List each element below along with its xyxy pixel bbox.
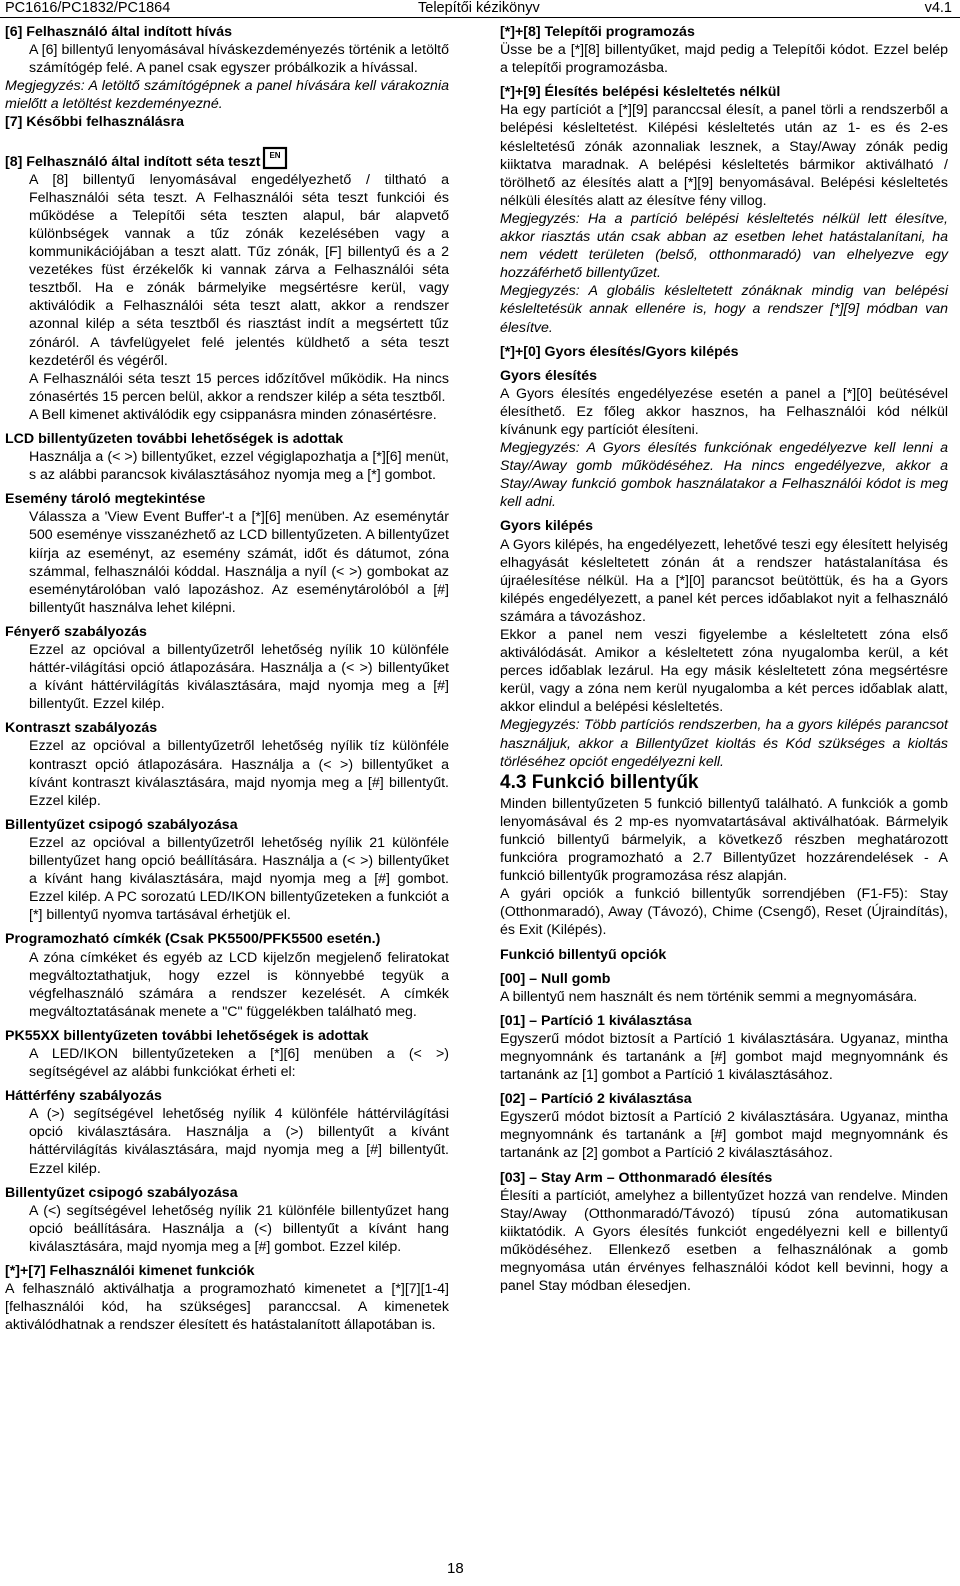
paragraph: Minden billentyűzeten 5 funkció billentyű található. A funkciók a gomb lenyomásával és 2 mp-es nyomvatartásával aktiválhatóak. Bármelyik funkció billentyű bármelyik, a következő részben meghatározott funkcióra programozható a 2.7 Billentyűzet hozzárendelések - A funkció billentyűk programozása rész alapján. xyxy=(500,795,948,885)
note: Megjegyzés: Több partíciós rendszerben, ha a gyors kilépés parancsot használjuk, akkor a Billentyűzet kioltás és Kód szükséges a kioltás törléséhez opciót engedélyezni kell. xyxy=(500,717,948,770)
heading-quick-arm-exit: [*]+[0] Gyors élesítés/Gyors kilépés xyxy=(500,343,739,360)
left-column xyxy=(5,23,449,1334)
heading-option-00: [00] – Null gomb xyxy=(500,970,611,987)
heading-option-01: [01] – Partíció 1 kiválasztása xyxy=(500,1012,692,1029)
heading-s7: [7] Későbbi felhasználásra xyxy=(5,114,184,131)
paragraph: A felhasználó aktiválhatja a programozható kimenetet a [*][7][1-4][felhasználói kód, ha szükséges] paranccsal. A kimenetek aktiválódhatnak a rendszer élesített és hatástalanított állapotában is. xyxy=(5,1281,449,1334)
heading-option-03: [03] – Stay Arm – Otthonmaradó élesítés xyxy=(500,1169,773,1186)
heading-event: Esemény tároló megtekintése xyxy=(5,491,206,508)
heading-output: [*]+[7] Felhasználói kimenet funkciók xyxy=(5,1263,255,1279)
page-number: 18 xyxy=(447,1560,464,1577)
note: Megjegyzés: A Gyors élesítés funkciónak engedélyezve kell lenni a Stay/Away gomb működéséhez. Ha nincs engedélyezve, akkor a Stay/Away funkció gombok használatakor a Felhasználói kódot is meg kell adni. xyxy=(500,440,948,511)
paragraph: Egyszerű módot biztosít a Partíció 2 kiválasztására. Ugyanaz, mintha megnyomnánk és tartanánk a [#] gombot majd megnyomnánk és tartanánk az [2] gombot a Partíció 2 kiválasztásához. xyxy=(500,1109,948,1162)
right-column xyxy=(500,23,948,1295)
paragraph: A [6] billentyű lenyomásával híváskezdeményezés történik a letöltő számítógép felé. A panel csak egyszer próbálkozik a hívással. xyxy=(29,42,449,77)
heading-labels: Programozható címkék (Csak PK5500/PFK5500 esetén.) xyxy=(5,931,381,948)
spacer xyxy=(5,132,449,146)
paragraph: Üsse be a [*][8] billentyűket, majd pedig a Telepítői kódot. Ezzel belép a telepítői programozásba. xyxy=(500,42,948,77)
heading-contrast: Kontraszt szabályozás xyxy=(5,720,158,737)
header-version: v4.1 xyxy=(924,0,952,16)
heading-option-02: [02] – Partíció 2 kiválasztása xyxy=(500,1091,692,1108)
paragraph: Ezzel az opcióval a billentyűzetről lehetőség nyílik tíz különféle kontraszt opció átlapozására. Használja a (< >) billentyűket a kívánt kontraszt kiválasztására, majd nyomja meg a [#] billentyűt. Ezzel kilép. xyxy=(29,738,449,809)
paragraph: A LED/IKON billentyűzeteken a [*][6] menüben a (< >) segítségével az alábbi funkciókat érheti el: xyxy=(29,1045,449,1081)
heading-backlight: Háttérfény szabályozás xyxy=(5,1088,162,1105)
heading-pk55: PK55XX billentyűzeten további lehetőségek is adottak xyxy=(5,1027,369,1044)
page-header xyxy=(0,0,960,18)
paragraph: Egyszerű módot biztosít a Partíció 1 kiválasztására. Ugyanaz, mintha megnyomnánk és tartanánk a [#] gombot majd megnyomnánk és tartanánk az [1] gombot a Partíció 1 kiválasztásához. xyxy=(500,1030,948,1084)
paragraph: A zóna címkéket és egyéb az LCD kijelzőn megjelenő feliratokat megváltoztathatjuk, hogy ezzel is könnyebbé tegyük a végfelhasználó számára a rendszer kezelését. A címkék megváltoztatásának menete a "C" függelékben található meg. xyxy=(29,949,449,1020)
en-badge-icon xyxy=(262,146,288,170)
heading-lcd: LCD billentyűzeten további lehetőségek is adottak xyxy=(5,430,344,447)
paragraph: A (<) segítségével lehetőség nyílik 21 különféle billentyűzet hang opció beállítására. Használja a (<) billentyűt a kívánt hang kiválasztására, majd nyomja meg a [#] gombot. Ezzel kilép. xyxy=(29,1202,449,1255)
paragraph: Ezzel az opcióval a billentyűzetről lehetőség nyílik 10 különféle háttér-világítási opció átlapozására. Használja a (< >) billentyűket a kívánt háttérvilágítás kiválasztására, majd nyomja meg a [#] billentyűt. Ezzel kilép. xyxy=(29,642,449,713)
paragraph: A Gyors kilépés, ha engedélyezett, lehetővé teszi egy élesített helyiség elhagyását késleltetett zónán át a rendszer hatástalanítása és újraélesítése nélkül. Ha a [*][0] parancsot beütöttük, és ha a Gyors kilépés engedélyezett, a panel két perces időablakot nyit a felhasználó számára a távozáshoz. xyxy=(500,536,948,625)
paragraph: A gyári opciók a funkció billentyűk sorrendjében (F1-F5): Stay (Otthonmaradó), Away (Távozó), Chime (Csengő), Reset (Újraindítás), és Exit (Kilépés). xyxy=(500,886,948,939)
heading-s8-text: [8] Felhasználó által indított séta teszt xyxy=(5,153,261,170)
paragraph: A billentyű nem használt és nem történik semmi a megnyomására. xyxy=(500,988,918,1005)
paragraph: A [8] billentyű lenyomásával engedélyezhető / tiltható a Felhasználói séta teszt. A Felhasználói séta teszt funkciói és működése a Telepítői séta teszten alapul, bár alapvető különbségek vannak a tűz zónák kezelésében vagy a kommunikációjában a teszt alatt. Tűz zónák, [F] billentyű és a 2 vezetékes füst érzékelők ki vannak zárva a Felhasználói séta tesztből. Ha e zónák bármelyike megsértésre kerül, vagy aktiválódik a Felhasználói séta teszt alatt, akkor a rendszer azonnal kilép a séta tesztből és riasztást indít a megsértett tűz zónáról. A távfelügyelet felé jelentés küldhető a séta teszt kezdetéről és végéről. xyxy=(29,171,449,369)
paragraph: Válassza a 'View Event Buffer'-t a [*][6] menüben. Az eseménytár 500 eseménye visszanézhető az LCD billentyűzeten. A billentyűzet kiírja az eseményt, az esemény számát, időt és dátumot, zóna számmal, felhasználói kóddal. Használja a nyíl (< >) gombokat az eseménytárolóban való lapozáshoz. Az eseménytárolóból a [#] billentyűt használva lehet kilépni. xyxy=(29,509,449,616)
paragraph: Élesíti a partíciót, amelyhez a billentyűzet hozzá van rendelve. Minden Stay/Away (Otthonmaradó/Távozó) típusú zóna automatikusan kiiktatódik. A Gyors élesítés funkciót engedélyezni kell e billentyű működéséhez. Ellenkező esetben a felhasználónak a gomb megnyomása után érvényes felhasználói kódot kell bevinni, hogy a panel Stay módban élesedjen. xyxy=(500,1187,948,1295)
heading-quick-arm: Gyors élesítés xyxy=(500,367,598,384)
paragraph: A Gyors élesítés engedélyezése esetén a panel a [*][0] beütésével élesíthető. Ez főleg akkor hasznos, ha Felhasználói kód nélkül kívánunk egy partíciót élesíteni. xyxy=(500,385,948,438)
heading-function-key-options: Funkció billentyű opciók xyxy=(500,946,667,963)
heading-quick-exit: Gyors kilépés xyxy=(500,518,594,535)
heading-keypad-buzzer: Billentyűzet csipogó szabályozása xyxy=(5,1184,238,1201)
paragraph: A Bell kimenet aktiválódik egy csippanásra minden zónasértésre. xyxy=(29,406,437,423)
header-model: PC1616/PC1832/PC1864 xyxy=(5,0,171,16)
section-heading-4-3: 4.3 Funkció billentyűk xyxy=(500,771,699,793)
paragraph: Ezzel az opcióval a billentyűzetről lehetőség nyílik 21 különféle billentyűzet hang opció beállítására. Használja a (< >) billentyűket a kívánt hang kiválasztására, majd nyomja meg a [#] gombot. Ezzel kilép. A PC sorozatú LED/IKON billentyűzeteken a funkciót a [*] billentyű nyomva tartásával érhetjük el. xyxy=(29,834,449,924)
paragraph: Ha egy partíciót a [*][9] paranccsal élesít, a panel törli a rendszerből a belépési késleltetést. Kilépési késleltetés után az 1- es és 2-es késleltetésű zónák azonnaliak lesznek, a Stay/Away zónák pedig kiiktatva maradnak. A belépési késleltetés bármikor aktiválható / törölhető az élesítés alatt a [*][9] benyomásával. Belépési késleltetés nélküli élesítés alatt az élesítve fény villog. xyxy=(500,102,948,209)
heading-s6: [6] Felhasználó által indított hívás xyxy=(5,24,233,40)
heading-installer-programming: [*]+[8] Telepítői programozás xyxy=(500,24,695,40)
note: Megjegyzés: A globális késleltetett zónáknak mindig van belépési késleltetésük annak ellenére is, hogy a rendszer [*][9] módban van élesítve. xyxy=(500,283,948,336)
paragraph: A (>) segítségével lehetőség nyílik 4 különféle háttérvilágítási opció kiválasztására. Használja a (>) billentyűt a kívánt háttérvilágítás kiválasztására, majd nyomja meg a [#] billentyűt. Ezzel kilép. xyxy=(29,1106,449,1177)
heading-buzzer: Billentyűzet csipogó szabályozása xyxy=(5,816,238,833)
en-badge-text: EN xyxy=(269,150,281,160)
header-title: Telepítői kézikönyv xyxy=(418,0,540,16)
note: Megjegyzés: Ha a partíció belépési késleltetés nélkül lett élesítve, akkor riasztás után csak abban az esetben lehet hatástalanítani, ha nem védett területen (belső, otthonmaradó) van elhelyezve egy hozzáférhető billentyűzet. xyxy=(500,210,948,282)
heading-no-entry-delay: [*]+[9] Élesítés belépési késleltetés nélkül xyxy=(500,84,781,101)
paragraph: Használja a (< >) billentyűket, ezzel végiglapozhatja a [*][6] menüt, s az alábbi parancsok kiválasztásához nyomja meg a [*] gombot. xyxy=(29,449,449,484)
paragraph: A Felhasználói séta teszt 15 perces időzítővel működik. Ha nincs zónasértés 15 percen belül, akkor a rendszer kilép a séta tesztből. xyxy=(29,370,449,405)
heading-brightness: Fényerő szabályozás xyxy=(5,623,147,640)
note: Megjegyzés: A letöltő számítógépnek a panel hívására kell várakoznia mielőtt a letöltést kezdeményezné. xyxy=(5,78,449,113)
paragraph: Ekkor a panel nem veszi figyelembe a késleltetett zóna első aktiválódását. Amikor a késleltetett zóna nyugalomba kerül, a két perces időablak lezárul. Ha egy másik késleltetett zóna megsértésre kerül, vagy a zóna nem kerül nyugalomba a két perces időablak alatt, akkor elindul a belépési késleltetés. xyxy=(500,627,948,716)
heading-s8 xyxy=(5,146,449,171)
